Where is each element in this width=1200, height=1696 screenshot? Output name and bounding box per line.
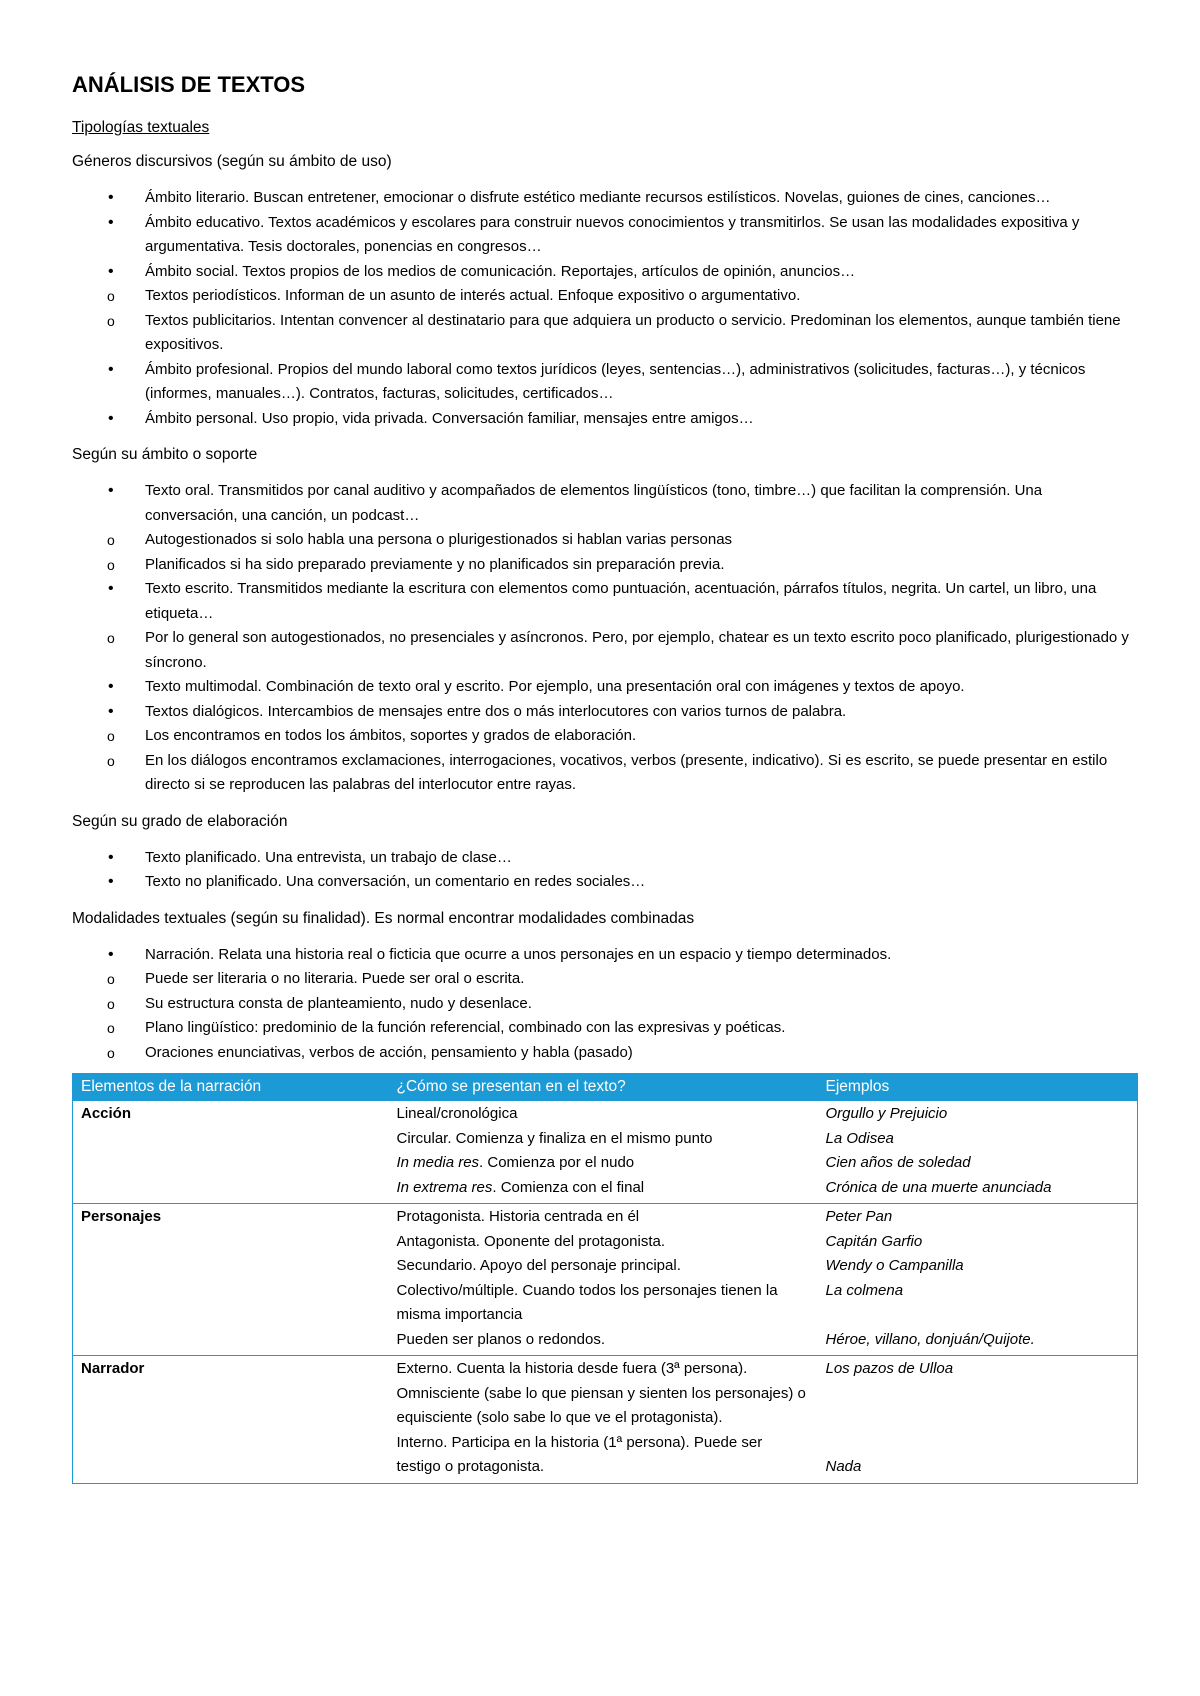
list-item: • Ámbito personal. Uso propio, vida privada. Conversación familiar, mensajes entre amigos… xyxy=(72,407,1137,432)
table-row xyxy=(73,1204,1138,1356)
list-modalidades xyxy=(72,943,1137,1066)
list-elaboracion xyxy=(72,846,1137,895)
sublist-dialogicos xyxy=(145,724,1137,798)
sublist-item: o Por lo general son autogestionados, no presenciales y asíncronos. Pero, por ejemplo, chatear es un texto escrito poco planificado, plurigestionado y síncrono. xyxy=(72,626,1137,675)
cell-text: . Comienza por el nudo xyxy=(479,1154,635,1171)
example-line: Orgullo y Prejuicio xyxy=(825,1105,948,1122)
cell-line: Circular. Comienza y finaliza en el mismo punto xyxy=(396,1129,713,1147)
table-cell-description xyxy=(389,1204,818,1356)
list-item xyxy=(72,943,1137,1066)
list-item-text: Narración. Relata una historia real o ficticia que ocurre a unos personajes en un espacio y tiempo determinados. xyxy=(145,945,892,963)
sublist-social xyxy=(145,284,1137,358)
sublist-item: o Textos periodísticos. Informan de un asunto de interés actual. Enfoque expositivo o argumentativo. xyxy=(72,284,1137,309)
cell-line: Antagonista. Oponente del protagonista. xyxy=(396,1232,666,1250)
list-item: • Ámbito profesional. Propios del mundo laboral como textos jurídicos (leyes, sentencias…), administrativos (solicitudes, facturas…), y técnicos (informes, manuales…). Contratos, facturas, solicitudes, certificados… xyxy=(72,358,1137,407)
example-line: Nada xyxy=(825,1458,862,1475)
table-cell-element: Narrador xyxy=(73,1356,389,1484)
example-line: Peter Pan xyxy=(825,1208,893,1225)
table-header-cell: Elementos de la narración xyxy=(73,1074,389,1101)
table-header-cell: ¿Cómo se presentan en el texto? xyxy=(389,1074,818,1101)
section-heading-generos: Géneros discursivos (según su ámbito de uso) xyxy=(72,153,392,170)
narration-table xyxy=(72,1073,1138,1484)
sublist-item: o Puede ser literaria o no literaria. Puede ser oral o escrita. xyxy=(72,967,1137,992)
sublist-narracion xyxy=(145,967,1137,1065)
list-item xyxy=(72,577,1137,675)
cell-line: Colectivo/múltiple. Cuando todos los personajes tienen la misma importancia xyxy=(396,1281,778,1323)
table-cell-element: Personajes xyxy=(73,1204,389,1356)
example-line: Los pazos de Ulloa xyxy=(825,1360,954,1377)
cell-line xyxy=(397,1176,810,1201)
sublist-item: o Oraciones enunciativas, verbos de acción, pensamiento y habla (pasado) xyxy=(72,1041,1137,1066)
section-heading-soporte: Según su ámbito o soporte xyxy=(72,446,258,463)
table-row xyxy=(73,1356,1138,1484)
example-line: Cien años de soledad xyxy=(825,1154,971,1171)
cell-line: Pueden ser planos o redondos. xyxy=(396,1330,605,1348)
table-cell-description xyxy=(389,1356,818,1484)
list-item: • Texto no planificado. Una conversación, un comentario en redes sociales… xyxy=(72,870,1137,895)
cell-text: . Comienza con el final xyxy=(492,1178,645,1196)
sublist-oral xyxy=(145,528,1137,577)
list-item xyxy=(72,479,1137,577)
example-line: Héroe, villano, donjuán/Quijote. xyxy=(825,1330,1035,1348)
table-cell-description xyxy=(389,1101,818,1204)
sublist-item: o Los encontramos en todos los ámbitos, soportes y grados de elaboración. xyxy=(72,724,1137,749)
cell-italic: In extrema res xyxy=(396,1178,493,1196)
list-item: • Texto planificado. Una entrevista, un trabajo de clase… xyxy=(72,846,1137,871)
table-header-cell: Ejemplos xyxy=(818,1074,1138,1101)
list-soporte xyxy=(72,479,1137,798)
list-item-text: Texto escrito. Transmitidos mediante la escritura con elementos como puntuación, acentuación, párrafos títulos, negrita. Un cartel, un libro, una etiqueta… xyxy=(145,580,1097,622)
list-item: • Texto multimodal. Combinación de texto oral y escrito. Por ejemplo, una presentación oral con imágenes y textos de apoyo. xyxy=(72,675,1137,700)
sublist-escrito xyxy=(145,626,1137,675)
cell-italic: In media res xyxy=(396,1154,480,1171)
sublist-item: o Planificados si ha sido preparado previamente y no planificados sin preparación previa. xyxy=(72,553,1137,578)
cell-line: Protagonista. Historia centrada en él xyxy=(396,1208,640,1225)
sublist-item: o Autogestionados si solo habla una persona o plurigestionados si hablan varias personas xyxy=(72,528,1137,553)
example-gap xyxy=(826,1303,1130,1328)
document-page xyxy=(72,72,1137,1484)
table-row xyxy=(73,1101,1138,1204)
table-cell-examples xyxy=(818,1356,1138,1484)
table-header-row xyxy=(73,1074,1138,1101)
list-item xyxy=(72,700,1137,798)
list-item: • Ámbito literario. Buscan entretener, emocionar o disfrute estético mediante recursos estilísticos. Novelas, guiones de cines, canciones… xyxy=(72,186,1137,211)
list-item-text: Ámbito social. Textos propios de los medios de comunicación. Reportajes, artículos de opinión, anuncios… xyxy=(145,262,856,280)
cell-line: Secundario. Apoyo del personaje principal. xyxy=(396,1257,681,1274)
example-line: La Odisea xyxy=(825,1129,894,1147)
cell-line: Lineal/cronológica xyxy=(396,1105,518,1122)
example-line: Capitán Garfio xyxy=(825,1232,923,1250)
cell-line xyxy=(397,1151,810,1176)
sublist-item: o Textos publicitarios. Intentan convencer al destinatario para que adquiera un producto o servicio. Predominan los elementos, aunque también tiene expositivos. xyxy=(72,309,1137,358)
list-generos xyxy=(72,186,1137,431)
page-title: ANÁLISIS DE TEXTOS xyxy=(72,72,306,97)
list-item-text: Texto oral. Transmitidos por canal auditivo y acompañados de elementos lingüísticos (tono, timbre…) que facilitan la comprensión. Una conversación, una canción, un podcast… xyxy=(145,482,1043,524)
example-line: La colmena xyxy=(825,1281,904,1299)
cell-line: Interno. Participa en la historia (1ª persona). Puede ser testigo o protagonista. xyxy=(396,1433,763,1475)
cell-line: Externo. Cuenta la historia desde fuera (3ª persona). Omnisciente (sabe lo que piensan y sienten los personajes) o equisciente (solo sabe lo que ve el protagonista). xyxy=(396,1360,806,1426)
table-cell-examples xyxy=(818,1101,1138,1204)
table-cell-element: Acción xyxy=(73,1101,389,1204)
example-line: Crónica de una muerte anunciada xyxy=(825,1178,1052,1196)
section-heading-modalidades: Modalidades textuales (según su finalidad). Es normal encontrar modalidades combinadas xyxy=(72,909,695,927)
list-item: • Ámbito educativo. Textos académicos y escolares para construir nuevos conocimientos y transmitirlos. Se usan las modalidades expositiva y argumentativa. Tesis doctorales, ponencias en congresos… xyxy=(72,211,1137,260)
sublist-item: o En los diálogos encontramos exclamaciones, interrogaciones, vocativos, verbos (presente, indicativo). Si es escrito, se puede presentar en estilo directo si se reproducen las palabras del interlocutor entre rayas. xyxy=(72,749,1137,798)
list-item-text: Textos dialógicos. Intercambios de mensajes entre dos o más interlocutores con varios turnos de palabra. xyxy=(145,702,847,720)
sublist-item: o Su estructura consta de planteamiento, nudo y desenlace. xyxy=(72,992,1137,1017)
table-cell-examples xyxy=(818,1204,1138,1356)
list-item xyxy=(72,260,1137,358)
example-line: Wendy o Campanilla xyxy=(825,1257,964,1274)
example-gap xyxy=(826,1382,1130,1456)
section-heading-elaboracion: Según su grado de elaboración xyxy=(72,812,288,830)
sublist-item: o Plano lingüístico: predominio de la función referencial, combinado con las expresivas y poéticas. xyxy=(72,1016,1137,1041)
subtitle: Tipologías textuales xyxy=(72,119,210,136)
